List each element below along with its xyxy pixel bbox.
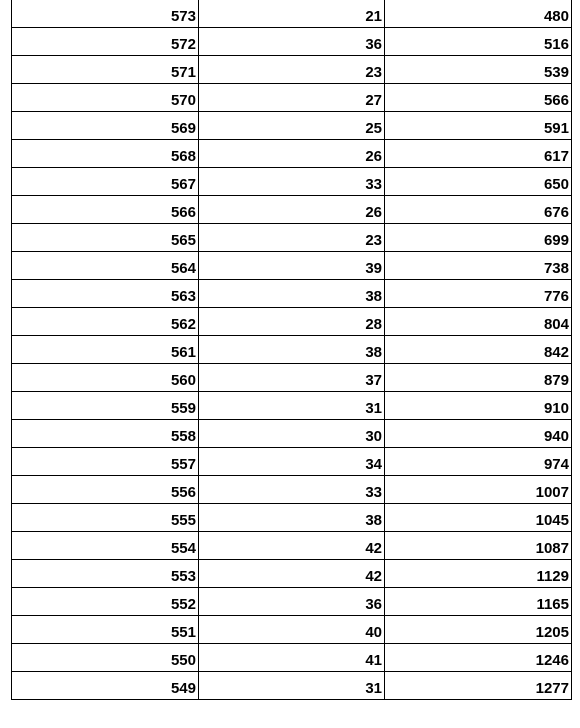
table-cell-col-2[interactable]: 23 xyxy=(199,223,385,251)
table-row xyxy=(12,671,572,699)
table-cell-col-1[interactable]: 573 xyxy=(12,0,199,27)
table-row xyxy=(12,643,572,671)
table-row xyxy=(12,27,572,55)
table-row xyxy=(12,335,572,363)
table-cell-col-1[interactable]: 552 xyxy=(12,587,199,615)
table-cell-col-3[interactable]: 1246 xyxy=(385,643,572,671)
table-cell-col-2[interactable]: 31 xyxy=(199,671,385,699)
table-cell-col-3[interactable]: 480 xyxy=(385,0,572,27)
table-row xyxy=(12,559,572,587)
table-cell-col-2[interactable]: 36 xyxy=(199,27,385,55)
table-cell-col-3[interactable]: 1129 xyxy=(385,559,572,587)
table-row xyxy=(12,223,572,251)
table-cell-col-3[interactable]: 539 xyxy=(385,55,572,83)
table-cell-col-1[interactable]: 559 xyxy=(12,391,199,419)
table-cell-col-3[interactable]: 842 xyxy=(385,335,572,363)
table-cell-col-2[interactable]: 33 xyxy=(199,475,385,503)
table-cell-col-1[interactable]: 565 xyxy=(12,223,199,251)
table-row xyxy=(12,503,572,531)
table-cell-col-3[interactable]: 566 xyxy=(385,83,572,111)
data-table xyxy=(11,0,572,700)
table-cell-col-1[interactable]: 555 xyxy=(12,503,199,531)
table-row xyxy=(12,447,572,475)
table-row xyxy=(12,111,572,139)
table-row xyxy=(12,363,572,391)
table-row xyxy=(12,531,572,559)
table-cell-col-3[interactable]: 738 xyxy=(385,251,572,279)
table-cell-col-1[interactable]: 550 xyxy=(12,643,199,671)
table-cell-col-1[interactable]: 564 xyxy=(12,251,199,279)
table-cell-col-1[interactable]: 553 xyxy=(12,559,199,587)
table-cell-col-1[interactable]: 566 xyxy=(12,195,199,223)
table-cell-col-3[interactable]: 1045 xyxy=(385,503,572,531)
table-cell-col-3[interactable]: 1277 xyxy=(385,671,572,699)
table-cell-col-3[interactable]: 1007 xyxy=(385,475,572,503)
table-cell-col-1[interactable]: 557 xyxy=(12,447,199,475)
table-cell-col-1[interactable]: 572 xyxy=(12,27,199,55)
table-row xyxy=(12,0,572,27)
table-row xyxy=(12,615,572,643)
table-cell-col-1[interactable]: 570 xyxy=(12,83,199,111)
table-cell-col-3[interactable]: 1205 xyxy=(385,615,572,643)
table-body xyxy=(12,0,572,699)
table-cell-col-1[interactable]: 560 xyxy=(12,363,199,391)
table-cell-col-2[interactable]: 34 xyxy=(199,447,385,475)
table-cell-col-2[interactable]: 27 xyxy=(199,83,385,111)
table-row xyxy=(12,195,572,223)
table-row xyxy=(12,167,572,195)
table-cell-col-3[interactable]: 974 xyxy=(385,447,572,475)
table-cell-col-2[interactable]: 42 xyxy=(199,559,385,587)
table-cell-col-2[interactable]: 40 xyxy=(199,615,385,643)
table-cell-col-3[interactable]: 676 xyxy=(385,195,572,223)
table-cell-col-1[interactable]: 563 xyxy=(12,279,199,307)
table-cell-col-2[interactable]: 38 xyxy=(199,503,385,531)
table-cell-col-2[interactable]: 26 xyxy=(199,139,385,167)
table-cell-col-3[interactable]: 879 xyxy=(385,363,572,391)
table-row xyxy=(12,83,572,111)
table-row xyxy=(12,475,572,503)
table-cell-col-3[interactable]: 910 xyxy=(385,391,572,419)
table-cell-col-2[interactable]: 36 xyxy=(199,587,385,615)
table-cell-col-2[interactable]: 25 xyxy=(199,111,385,139)
table-cell-col-1[interactable]: 561 xyxy=(12,335,199,363)
table-cell-col-1[interactable]: 571 xyxy=(12,55,199,83)
table-cell-col-1[interactable]: 569 xyxy=(12,111,199,139)
table-cell-col-3[interactable]: 940 xyxy=(385,419,572,447)
table-row xyxy=(12,587,572,615)
table-cell-col-2[interactable]: 23 xyxy=(199,55,385,83)
table-cell-col-3[interactable]: 617 xyxy=(385,139,572,167)
table-cell-col-2[interactable]: 38 xyxy=(199,279,385,307)
table-cell-col-1[interactable]: 549 xyxy=(12,671,199,699)
table-cell-col-1[interactable]: 558 xyxy=(12,419,199,447)
table-row xyxy=(12,251,572,279)
table-cell-col-2[interactable]: 37 xyxy=(199,363,385,391)
table-row xyxy=(12,307,572,335)
table-cell-col-1[interactable]: 568 xyxy=(12,139,199,167)
table-cell-col-3[interactable]: 776 xyxy=(385,279,572,307)
table-cell-col-3[interactable]: 804 xyxy=(385,307,572,335)
table-cell-col-2[interactable]: 31 xyxy=(199,391,385,419)
table-cell-col-3[interactable]: 1087 xyxy=(385,531,572,559)
table-cell-col-3[interactable]: 650 xyxy=(385,167,572,195)
table-cell-col-1[interactable]: 554 xyxy=(12,531,199,559)
table-cell-col-1[interactable]: 551 xyxy=(12,615,199,643)
table-row xyxy=(12,279,572,307)
table-row xyxy=(12,391,572,419)
table-row xyxy=(12,419,572,447)
table-cell-col-2[interactable]: 28 xyxy=(199,307,385,335)
table-cell-col-2[interactable]: 30 xyxy=(199,419,385,447)
table-cell-col-2[interactable]: 41 xyxy=(199,643,385,671)
table-cell-col-1[interactable]: 556 xyxy=(12,475,199,503)
table-cell-col-2[interactable]: 21 xyxy=(199,0,385,27)
table-cell-col-3[interactable]: 516 xyxy=(385,27,572,55)
table-row xyxy=(12,139,572,167)
table-cell-col-2[interactable]: 42 xyxy=(199,531,385,559)
table-cell-col-2[interactable]: 38 xyxy=(199,335,385,363)
table-cell-col-2[interactable]: 26 xyxy=(199,195,385,223)
table-cell-col-2[interactable]: 39 xyxy=(199,251,385,279)
table-cell-col-3[interactable]: 1165 xyxy=(385,587,572,615)
table-row xyxy=(12,55,572,83)
table-cell-col-2[interactable]: 33 xyxy=(199,167,385,195)
table-cell-col-3[interactable]: 699 xyxy=(385,223,572,251)
table-cell-col-1[interactable]: 567 xyxy=(12,167,199,195)
table-cell-col-1[interactable]: 562 xyxy=(12,307,199,335)
table-cell-col-3[interactable]: 591 xyxy=(385,111,572,139)
